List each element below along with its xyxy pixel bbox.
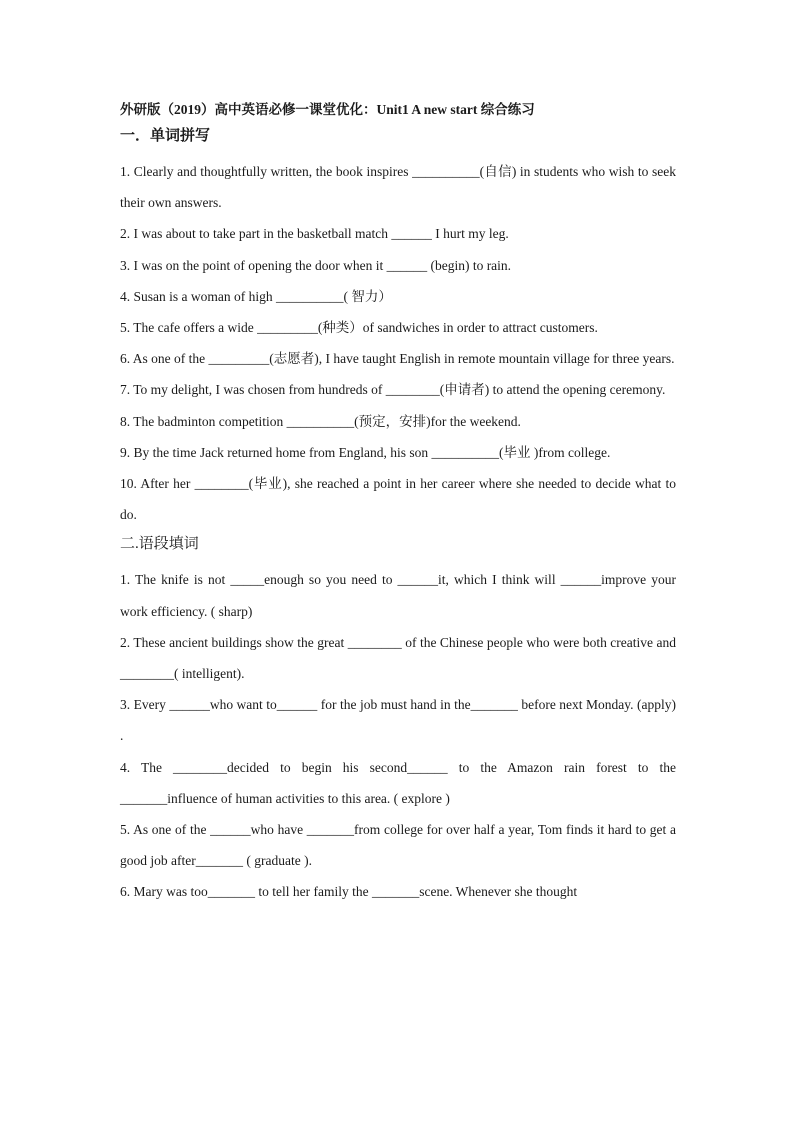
section-heading-spelling: 一．单词拼写 <box>120 128 211 144</box>
spelling-question-9: 9. By the time Jack returned home from England, his son __________(毕业 )from college. <box>120 444 611 460</box>
spelling-question-3: 3. I was on the point of opening the door when it ______ (begin) to rain. <box>120 257 512 273</box>
word-fill-question-list <box>120 564 676 907</box>
spelling-question-1: 1. Clearly and thoughtfully written, the book inspires __________(自信) in students who wish to seek their own answers. <box>120 164 676 211</box>
spelling-question-2: 2. I was about to take part in the basketball match ______ I hurt my leg. <box>120 226 509 242</box>
word-fill-question-3: 3. Every ______who want to______ for the job must hand in the_______ before next Monday. (apply) . <box>120 697 676 744</box>
spelling-question-7: 7. To my delight, I was chosen from hundreds of ________(申请者) to attend the opening ceremony. <box>120 382 666 398</box>
document-title: 外研版（2019）高中英语必修一课堂优化：Unit1 A new start 综合练习 <box>120 102 535 117</box>
document-page <box>120 98 676 908</box>
spelling-question-10: 10. After her ________(毕业), she reached a point in her career where she needed to decide what to do. <box>120 476 676 523</box>
spelling-question-6: 6. As one of the _________(志愿者), I have taught English in remote mountain village for three years. <box>120 351 675 367</box>
word-fill-question-5: 5. As one of the ______who have _______from college for over half a year, Tom finds it hard to get a good job after_______ ( graduate ). <box>120 822 676 869</box>
section-heading-word-fill: 二.语段填词 <box>120 536 199 553</box>
spelling-question-list <box>120 156 676 530</box>
word-fill-question-1: 1. The knife is not _____enough so you need to ______it, which I think will ______improve your work efficiency. ( sharp) <box>120 572 676 619</box>
spelling-question-5: 5. The cafe offers a wide _________(种类）of sandwiches in order to attract customers. <box>120 320 598 336</box>
spelling-question-8: 8. The badminton competition __________(预定，安排)for the weekend. <box>120 413 521 429</box>
word-fill-question-6: 6. Mary was too_______ to tell her family the _______scene. Whenever she thought <box>120 884 578 900</box>
word-fill-question-4: 4. The ________decided to begin his second______ to the Amazon rain forest to the _______influence of human activities to this area. ( explore ) <box>120 759 676 806</box>
word-fill-question-2: 2. These ancient buildings show the great ________ of the Chinese people who were both creative and ________( intelligent). <box>120 634 676 682</box>
spelling-question-4: 4. Susan is a woman of high __________( 智力） <box>120 288 392 304</box>
